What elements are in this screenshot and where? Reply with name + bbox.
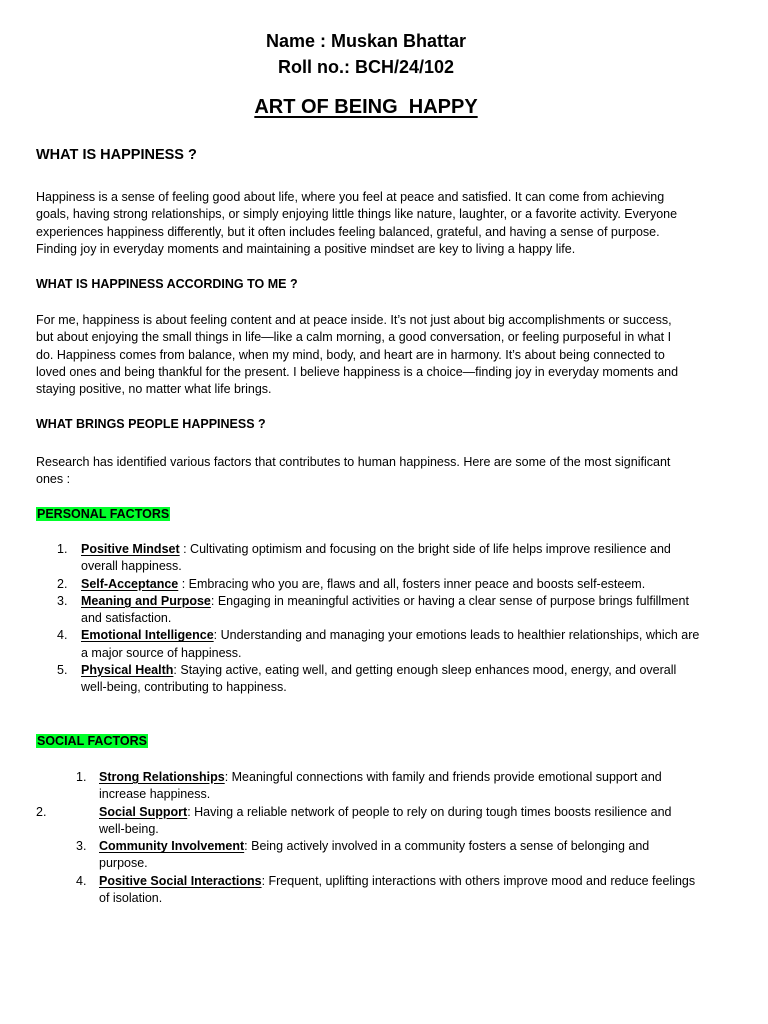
paragraph-what-is-happiness: Happiness is a sense of feeling good about life, where you feel at peace and satisfied. It can come from achieving goals, having strong relationships, or simply enjoying little things like nature, laughter, or a favorite activity. Everyone experiences happiness differently, but it often includes feeling balanced, grateful, and having a sense of purpose. Finding joy in everyday moments and maintaining a positive mindset are key to living a happy life. [36, 190, 678, 256]
list-number: 3. [57, 593, 68, 608]
list-number: 2. [57, 576, 68, 591]
list-desc: : Embracing who you are, flaws and all, fosters inner peace and boosts self-esteem. [178, 576, 646, 591]
roll-number-line: Roll no.: BCH/24/102 [277, 57, 455, 77]
label-personal-factors-text: PERSONAL FACTORS [37, 507, 170, 521]
list-term: Positive Social Interactions [99, 873, 262, 888]
label-social-factors-text: SOCIAL FACTORS [37, 734, 147, 748]
list-desc: : Meaningful connections with family and friends provide emotional support and increase happiness. [99, 770, 662, 802]
list-item [0, 804, 700, 839]
list-number: 2. [36, 804, 47, 819]
list-item [0, 873, 700, 908]
heading-what-is-happiness: WHAT IS HAPPINESS ? [36, 147, 197, 163]
list-desc: : Understanding and managing your emotions leads to healthier relationships, which are a major source of happiness. [81, 628, 700, 660]
list-desc: : Cultivating optimism and focusing on the bright side of life helps improve resilience and overall happiness. [81, 542, 671, 574]
list-term: Self-Acceptance [81, 576, 179, 591]
list-desc: : Being actively involved in a community fosters a sense of belonging and purpose. [99, 839, 650, 871]
list-desc: : Engaging in meaningful activities or having a clear sense of purpose brings fulfillment and satisfaction. [81, 593, 689, 626]
list-term: Positive Mindset [81, 542, 180, 556]
list-number: 1. [57, 542, 68, 556]
document-title [0, 96, 732, 119]
list-item [0, 769, 700, 804]
list-item [0, 838, 700, 873]
list-number: 5. [57, 663, 68, 678]
label-social-factors [36, 733, 148, 750]
list-desc: : Having a reliable network of people to rely on during tough times boosts resilience and well-being. [99, 804, 672, 836]
list-term: Meaning and Purpose [81, 593, 211, 608]
list-term: Strong Relationships [99, 770, 225, 784]
paragraph-according-to-me: For me, happiness is about feeling content and at peace inside. It’s not just about big accomplishments or success, but about enjoying the small things in life—like a calm morning, a good conversation, or feeling purposeful in what I do. Happiness comes from balance, when my mind, body, and heart are in harmony. It’s about being connected to loved ones and being thankful for the present. I believe happiness is a choice—finding joy in everyday moments and staying positive, no matter what life brings. [36, 313, 679, 397]
list-number: 4. [76, 873, 87, 888]
list-item [0, 627, 700, 662]
list-item [0, 576, 700, 593]
list-item [0, 541, 700, 576]
list-item [0, 593, 700, 628]
list-desc: : Frequent, uplifting interactions with others improve mood and reduce feelings of isolation. [99, 873, 696, 906]
personal-factors-list [0, 541, 700, 697]
list-number: 4. [57, 628, 68, 643]
label-personal-factors [36, 506, 170, 523]
social-factors-list [0, 769, 700, 907]
list-number: 1. [76, 770, 87, 784]
list-item [0, 662, 700, 697]
paragraph-research: Research has identified various factors that contributes to human happiness. Here are some of the most significant ones : [36, 455, 671, 487]
list-term: Physical Health [81, 663, 174, 678]
heading-what-brings-happiness: WHAT BRINGS PEOPLE HAPPINESS ? [36, 417, 266, 431]
name-line: Name : Muskan Bhattar [265, 31, 467, 51]
document-title-text: ART OF BEING HAPPY [254, 96, 478, 118]
heading-according-to-me: WHAT IS HAPPINESS ACCORDING TO ME ? [36, 277, 298, 291]
list-term: Social Support [99, 804, 188, 819]
list-desc: : Staying active, eating well, and getting enough sleep enhances mood, energy, and overall well-being, contributing to happiness. [81, 663, 677, 695]
list-term: Emotional Intelligence [81, 628, 214, 643]
list-number: 3. [76, 839, 87, 854]
list-term: Community Involvement [99, 839, 245, 854]
